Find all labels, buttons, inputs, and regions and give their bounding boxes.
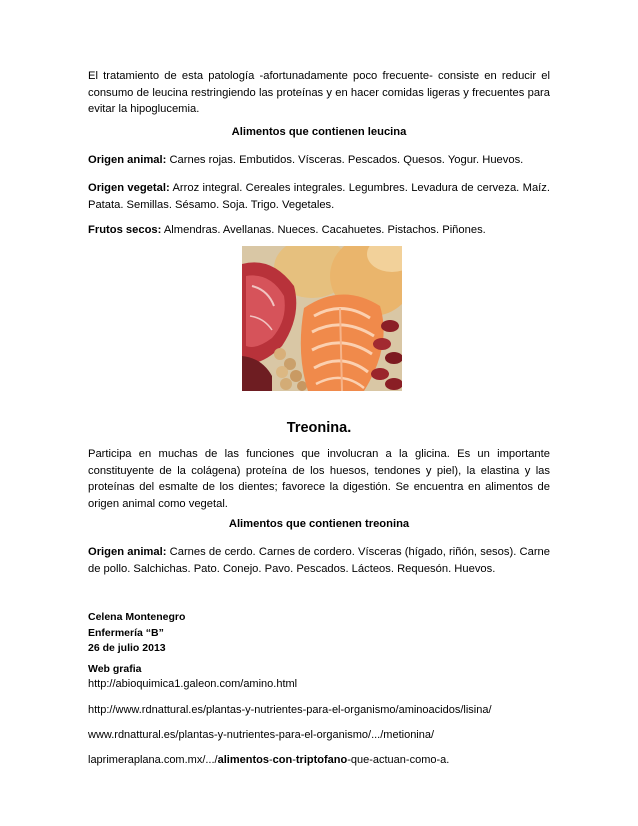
author-name: Celena Montenegro — [88, 611, 186, 623]
leucina-vegetal — [88, 180, 550, 213]
leucina-heading: Alimentos que contienen leucina — [231, 126, 407, 138]
leucina-vegetal-label: Origen vegetal: — [88, 182, 170, 194]
link4-sep2: - — [292, 754, 296, 766]
intro-paragraph: El tratamiento de esta patología -afortunadamente poco frecuente- consiste en reducir el consumo de leucina restringiendo las proteínas y en hacer comidas ligeras y frecuentes para evitar la hipoglucemia. — [88, 70, 550, 115]
author-course: Enfermería “B” — [88, 626, 164, 639]
treonina-body: Participa en muchas de las funciones que involucran a la glicina. Es un importante constituyente de la colágena) proteína de los huesos, tendones y piel), la elastina y las proteínas del esmalte de los dientes; favorece la digestión. Se encuentra en alimentos de origen animal como vegetal. — [88, 448, 550, 510]
signature-block — [88, 610, 550, 657]
leucina-animal-text: Carnes rojas. Embutidos. Vísceras. Pescados. Quesos. Yogur. Huevos. — [166, 154, 524, 166]
webgrafia-link-4[interactable] — [88, 753, 550, 768]
leucina-animal-label: Origen animal: — [88, 154, 167, 166]
link4-b2: con — [272, 754, 293, 766]
webgrafia-link-3[interactable]: www.rdnattural.es/plantas-y-nutrientes-para-el-organismo/.../metionina/ — [88, 729, 435, 741]
food-photo — [242, 246, 402, 391]
webgrafia-link-1[interactable]: http://abioquimica1.galeon.com/amino.html — [88, 678, 298, 690]
leucina-frutos-text: Almendras. Avellanas. Nueces. Cacahuetes. Pistachos. Piñones. — [161, 224, 486, 236]
treonina-title: Treonina. — [286, 420, 352, 436]
treonina-animal-text: Carnes de cerdo. Carnes de cordero. Vísceras (hígado, riñón, sesos). Carne de pollo. Salchichas. Pato. Conejo. Pavo. Pescados. Lácteos. Requesón. Huevos. — [88, 546, 550, 575]
webgrafia-title: Web grafia — [88, 663, 142, 675]
link4-b1: alimentos — [217, 754, 269, 766]
link4-sep1: - — [268, 754, 273, 766]
link4-b3: triptofano — [295, 754, 348, 766]
link4-post: -que-actuan-como-a. — [347, 754, 450, 766]
treonina-heading: Alimentos que contienen treonina — [228, 518, 410, 530]
author-date: 26 de julio 2013 — [88, 642, 166, 654]
leucina-vegetal-text: Arroz integral. Cereales integrales. Legumbres. Levadura de cerveza. Maíz. Patata. Semillas. Sésamo. Soja. Trigo. Vegetales. — [88, 182, 550, 211]
treonina-animal — [88, 544, 550, 577]
leucina-frutos-label: Frutos secos: — [88, 224, 162, 236]
link4-pre: laprimeraplana.com.mx/.../ — [88, 754, 218, 766]
leucina-animal — [88, 152, 550, 169]
webgrafia-link-2[interactable]: http://www.rdnattural.es/plantas-y-nutrientes-para-el-organismo/aminoacidos/lisina/ — [88, 704, 492, 716]
food-photo-icon — [242, 246, 402, 391]
leucina-frutos — [88, 222, 550, 239]
treonina-animal-label: Origen animal: — [88, 546, 167, 558]
